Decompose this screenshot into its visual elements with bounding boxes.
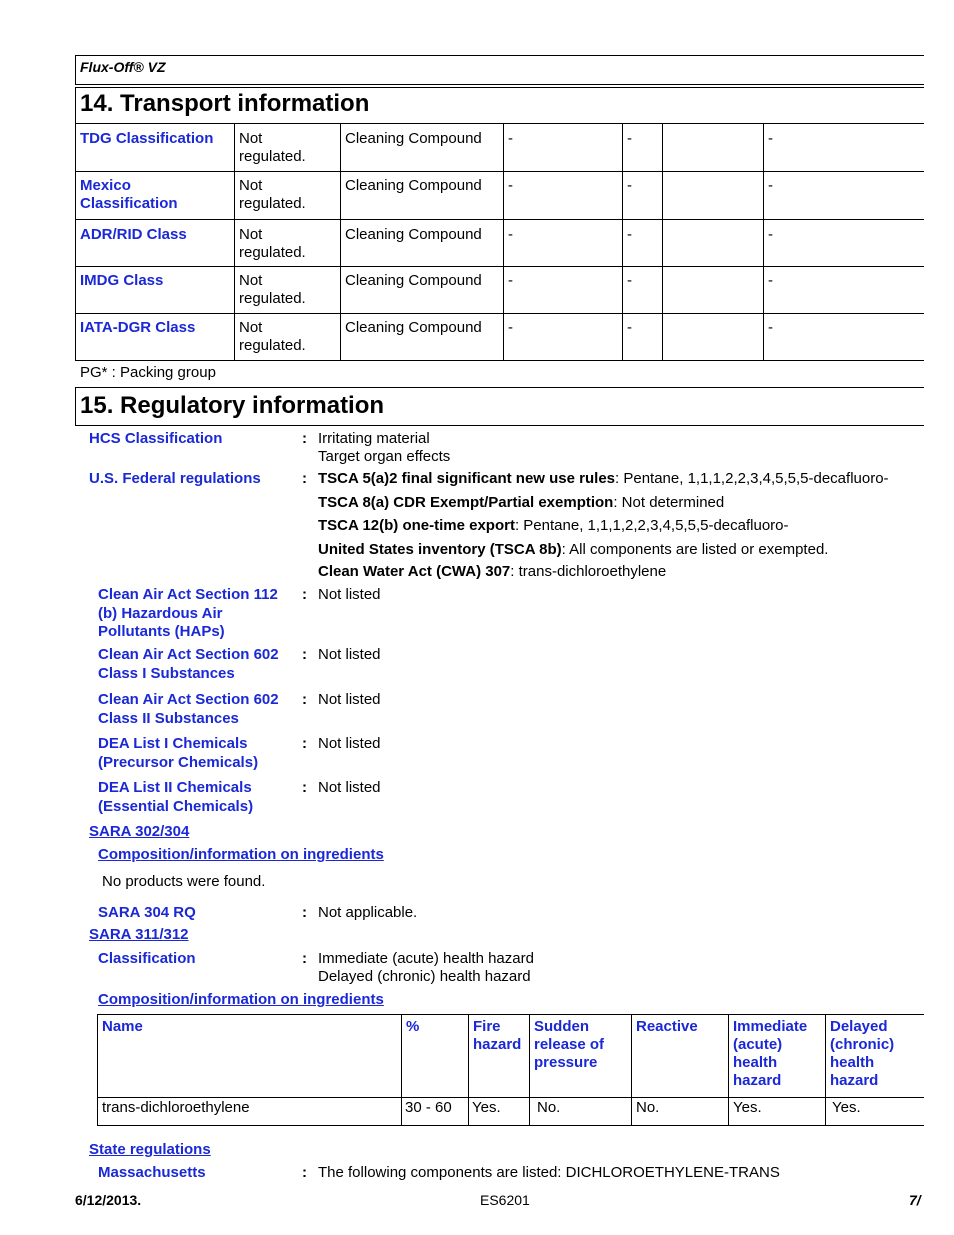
transport-cell: -: [768, 177, 773, 194]
federal-item: [318, 470, 889, 487]
sara-311-312-heading: SARA 311/312: [89, 926, 189, 943]
dea-list1-label: DEA List I Chemicals (Precursor Chemicals): [98, 735, 259, 771]
footer-date: 6/12/2013.: [75, 1192, 142, 1208]
no-products-text: No products were found.: [102, 873, 266, 890]
section-15-title: 15. Regulatory information: [80, 392, 385, 419]
federal-item-value: : Pentane, 1,1,1,2,2,3,4,5,5,5-decafluoro-: [615, 470, 889, 487]
transport-label: IMDG Class: [80, 272, 164, 289]
composition-heading: Composition/information on ingredients: [98, 991, 384, 1008]
table-header-fire: Fire hazard: [473, 1018, 522, 1053]
hcs-value: Target organ effects: [318, 448, 451, 465]
sara-302-304-heading: SARA 302/304: [89, 823, 190, 840]
transport-cell: -: [508, 226, 513, 243]
table-cell: Yes.: [832, 1099, 861, 1116]
transport-cell: -: [768, 272, 773, 289]
federal-item-value: : All components are listed or exempted.: [561, 541, 829, 558]
colon: :: [302, 646, 307, 663]
federal-item-key: TSCA 12(b) one-time export: [318, 517, 515, 534]
transport-shipping-name: Cleaning Compound: [345, 226, 482, 243]
transport-cell: -: [627, 177, 632, 194]
transport-cell: -: [627, 272, 632, 289]
federal-item-key: TSCA 8(a) CDR Exempt/Partial exemption: [318, 494, 614, 511]
federal-item-key: United States inventory (TSCA 8b): [318, 541, 562, 558]
colon: :: [302, 691, 307, 708]
table-cell: No.: [537, 1099, 561, 1116]
product-name: Flux-Off® VZ: [80, 59, 166, 75]
section-14-title: 14. Transport information: [80, 90, 370, 117]
transport-cell: -: [508, 319, 513, 336]
transport-cell: -: [508, 272, 513, 289]
state-regulations-heading: State regulations: [89, 1141, 211, 1158]
colon: :: [302, 779, 307, 796]
transport-cell: -: [627, 130, 632, 147]
hcs-value: Irritating material: [318, 430, 430, 447]
transport-label: IATA-DGR Class: [80, 319, 196, 336]
colon: :: [302, 950, 307, 967]
transport-cell: -: [768, 130, 773, 147]
packing-group-footnote: PG* : Packing group: [80, 364, 216, 381]
transport-status: Not regulated.: [239, 226, 306, 261]
federal-item-value: : Not determined: [613, 494, 725, 511]
transport-shipping-name: Cleaning Compound: [345, 272, 482, 289]
colon: :: [302, 470, 307, 487]
table-header-percent: %: [406, 1018, 420, 1035]
transport-label: ADR/RID Class: [80, 226, 187, 243]
transport-status: Not regulated.: [239, 319, 306, 354]
transport-status: Not regulated.: [239, 272, 306, 307]
table-cell: Yes.: [472, 1099, 501, 1116]
transport-label: TDG Classification: [80, 130, 214, 147]
massachusetts-value: The following components are listed: DICHLOROETHYLENE-TRANS: [318, 1164, 780, 1181]
transport-cell: -: [508, 130, 513, 147]
transport-cell: -: [508, 177, 513, 194]
table-cell: Yes.: [733, 1099, 762, 1116]
colon: :: [302, 586, 307, 603]
transport-cell: -: [768, 226, 773, 243]
transport-status: Not regulated.: [239, 130, 306, 165]
transport-cell: -: [627, 319, 632, 336]
dea-list2-value: Not listed: [318, 779, 381, 796]
transport-shipping-name: Cleaning Compound: [345, 177, 482, 194]
transport-cell: -: [627, 226, 632, 243]
colon: :: [302, 430, 307, 447]
federal-regulations-label: U.S. Federal regulations: [89, 470, 261, 487]
massachusetts-label: Massachusetts: [98, 1164, 206, 1181]
transport-label: Mexico Classification: [80, 177, 178, 212]
table-header-sudden: Sudden release of pressure: [534, 1018, 605, 1071]
transport-shipping-name: Cleaning Compound: [345, 319, 482, 336]
sara-304-rq-value: Not applicable.: [318, 904, 418, 921]
federal-item: [318, 563, 666, 580]
federal-item-key: Clean Water Act (CWA) 307: [318, 563, 511, 580]
clean-air-112-value: Not listed: [318, 586, 381, 603]
table-header-reactive: Reactive: [636, 1018, 698, 1035]
footer-code: ES6201: [480, 1192, 530, 1208]
classification-value: Delayed (chronic) health hazard: [318, 968, 531, 985]
table-header-immediate: Immediate (acute) health hazard: [733, 1018, 808, 1089]
classification-value: Immediate (acute) health hazard: [318, 950, 534, 967]
colon: :: [302, 904, 307, 921]
federal-item: [318, 494, 724, 511]
federal-item-value: : trans-dichloroethylene: [510, 563, 667, 580]
composition-heading: Composition/information on ingredients: [98, 846, 384, 863]
federal-item: [318, 541, 828, 558]
dea-list2-label: DEA List II Chemicals (Essential Chemicals): [98, 779, 254, 815]
colon: :: [302, 735, 307, 752]
transport-shipping-name: Cleaning Compound: [345, 130, 482, 147]
footer-page-number: 7/: [909, 1192, 921, 1208]
table-cell: trans-dichloroethylene: [102, 1099, 250, 1116]
dea-list1-value: Not listed: [318, 735, 381, 752]
clean-air-602-class2-label: Clean Air Act Section 602 Class II Substances: [98, 691, 279, 727]
clean-air-602-class1-label: Clean Air Act Section 602 Class I Substances: [98, 646, 279, 682]
table-header-delayed: Delayed (chronic) health hazard: [830, 1018, 895, 1089]
hcs-classification-label: HCS Classification: [89, 430, 223, 447]
federal-item: [318, 517, 789, 534]
transport-cell: -: [768, 319, 773, 336]
federal-item-key: TSCA 5(a)2 final significant new use rules: [318, 470, 616, 487]
federal-item-value: : Pentane, 1,1,1,2,2,3,4,5,5,5-decafluoro-: [514, 517, 789, 534]
colon: :: [302, 1164, 307, 1181]
transport-status: Not regulated.: [239, 177, 306, 212]
table-cell: No.: [636, 1099, 660, 1116]
clean-air-602-class2-value: Not listed: [318, 691, 381, 708]
classification-label: Classification: [98, 950, 196, 967]
clean-air-112-label: Clean Air Act Section 112 (b) Hazardous Air Pollutants (HAPs): [98, 586, 278, 640]
table-cell: 30 - 60: [405, 1099, 452, 1116]
sara-304-rq-label: SARA 304 RQ: [98, 904, 196, 921]
table-header-name: Name: [102, 1018, 143, 1035]
clean-air-602-class1-value: Not listed: [318, 646, 381, 663]
